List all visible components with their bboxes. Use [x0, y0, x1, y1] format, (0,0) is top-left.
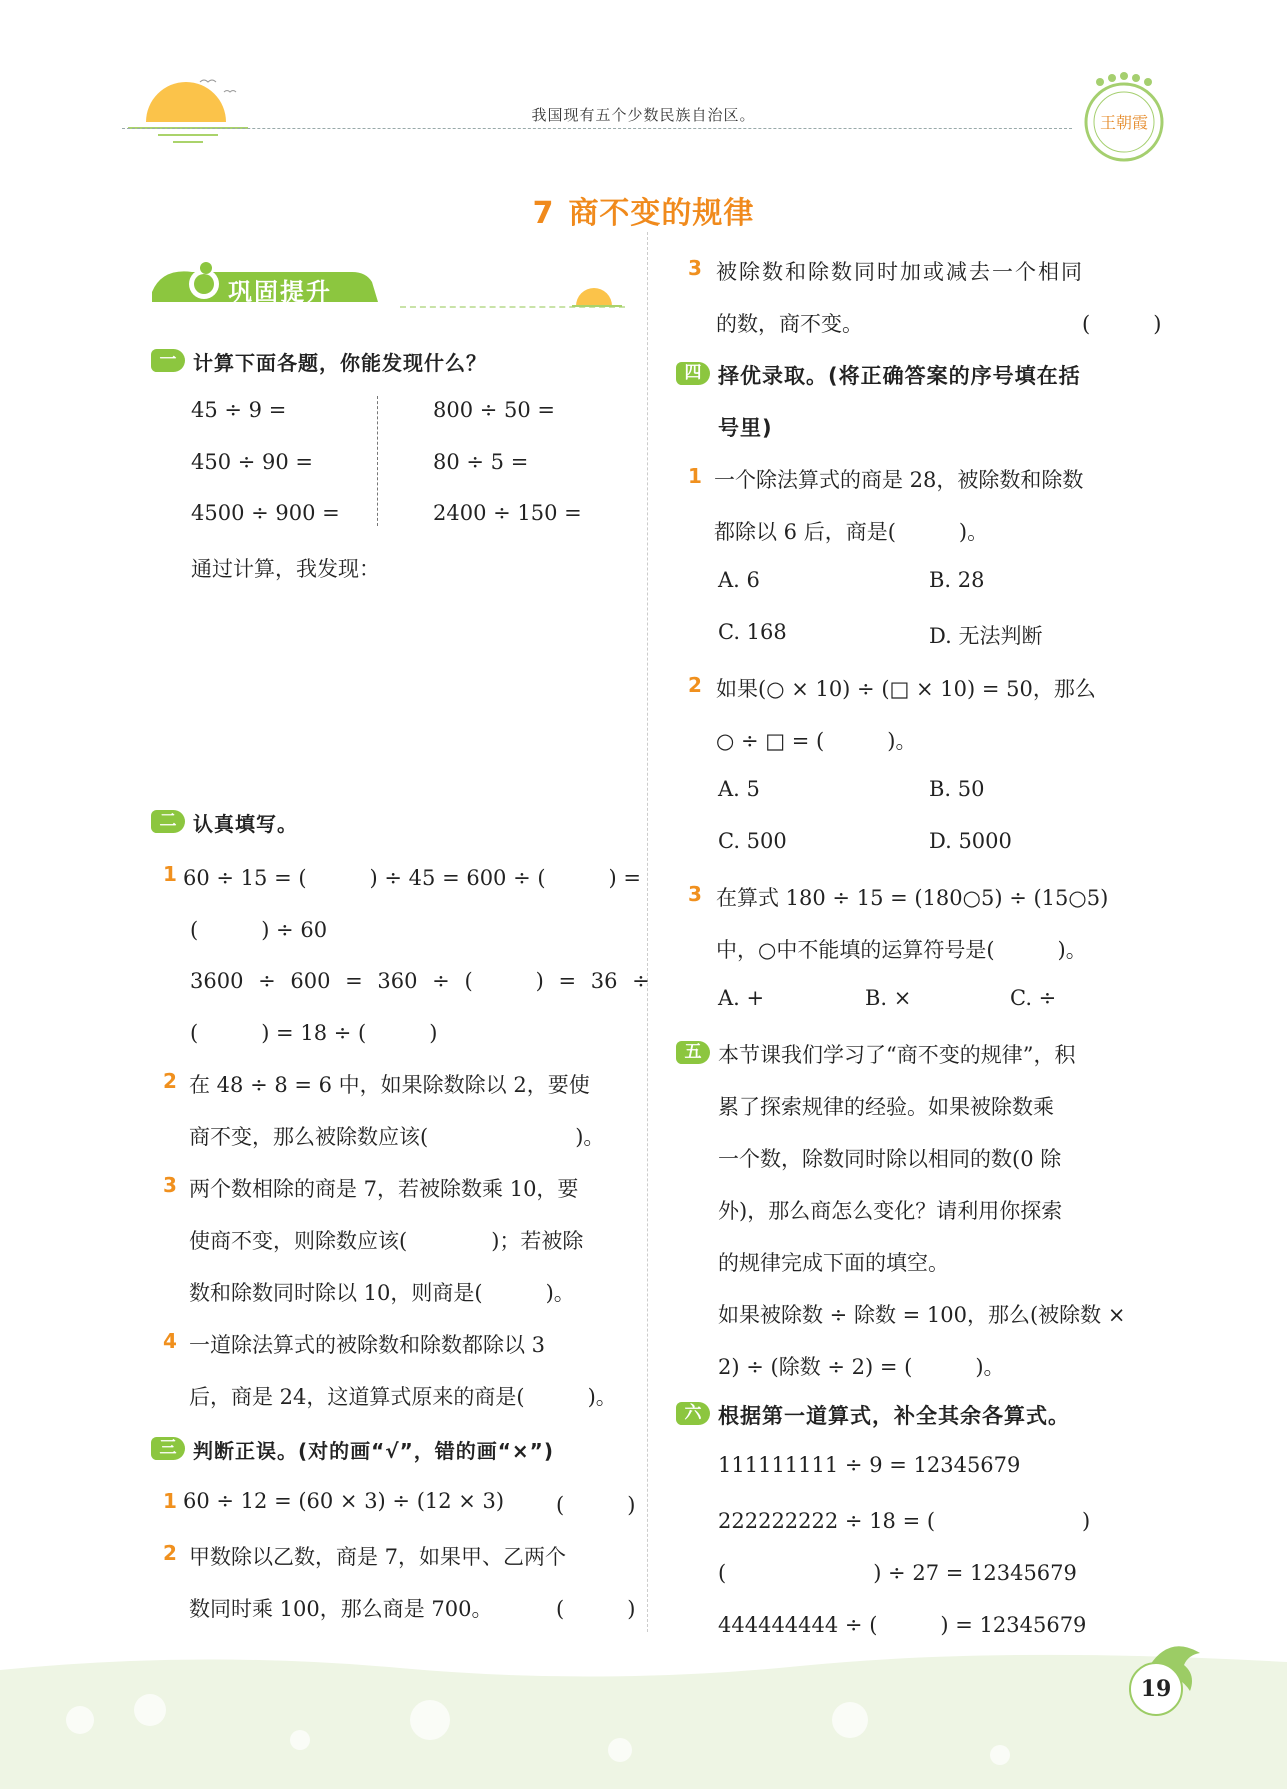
q3-1-text: 60 ÷ 12 = (60 × 3) ÷ (12 × 3) — [183, 1489, 505, 1513]
q3-2-line-2: 数同时乘 100，那么商是 700。 — [189, 1597, 493, 1621]
q2-1-number: 1 — [163, 862, 177, 886]
column-divider — [647, 232, 648, 1632]
q2-2-number: 2 — [163, 1069, 177, 1093]
section-3-badge: 三 — [151, 1437, 185, 1460]
sec5-line-1: 本节课我们学习了“商不变的规律”，积 — [718, 1043, 1076, 1067]
q4-1-line-1: 一个除法算式的商是 28，被除数和除数 — [714, 468, 1084, 492]
q4-2-option-c: C. 500 — [718, 829, 787, 853]
section-2-title: 认真填写。 — [193, 812, 298, 836]
section-1-badge: 一 — [151, 349, 185, 372]
sec6-line-4: 444444444 ÷ ( ) = 12345679 — [718, 1613, 1087, 1637]
svg-text:王朝霞: 王朝霞 — [1099, 113, 1149, 132]
q3-3-number: 3 — [688, 256, 702, 280]
q2-1-line-1: 60 ÷ 15 = ( ) ÷ 45 = 600 ÷ ( ) = — [183, 866, 642, 890]
q4-1-option-a: A. 6 — [718, 568, 760, 592]
q4-3-option-c: C. ÷ — [1010, 986, 1057, 1010]
publisher-logo — [1078, 72, 1170, 164]
sec5-line-7: 2) ÷ (除数 ÷ 2) = ( )。 — [718, 1355, 1005, 1379]
section-2-badge: 二 — [151, 810, 185, 833]
calc-left-3: 4500 ÷ 900 = — [191, 501, 340, 525]
q3-3-line-2: 的数，商不变。 — [716, 312, 863, 336]
section-6-title: 根据第一道算式，补全其余各算式。 — [718, 1404, 1070, 1428]
q3-2-answer-blank: ( ) — [556, 1597, 636, 1621]
q4-3-line-2: 中，○中不能填的运算符号是( )。 — [716, 938, 1087, 962]
calc-divider — [377, 396, 378, 526]
q3-2-line-1: 甲数除以乙数，商是 7，如果甲、乙两个 — [189, 1545, 567, 1569]
sec5-line-3: 一个数，除数同时除以相同的数(0 除 — [718, 1147, 1062, 1171]
page-title: 7 商不变的规律 — [532, 196, 755, 231]
q4-2-option-d: D. 5000 — [929, 829, 1012, 853]
finding-prompt: 通过计算，我发现： — [191, 557, 380, 581]
q3-1-answer-blank: ( ) — [556, 1493, 636, 1517]
header-fact: 我国现有五个少数民族自治区。 — [531, 106, 756, 124]
q3-3-line-1: 被除数和除数同时加或减去一个相同 — [716, 260, 1084, 284]
q4-2-option-b: B. 50 — [929, 777, 985, 801]
q2-2-line-2: 商不变，那么被除数应该( )。 — [189, 1125, 605, 1149]
q4-3-option-b: B. × — [865, 986, 912, 1010]
q4-2-line-2: ○ ÷ □ = ( )。 — [716, 729, 917, 753]
section-5-badge: 五 — [676, 1041, 710, 1064]
q2-4-line-1: 一道除法算式的被除数和除数都除以 3 — [189, 1333, 546, 1357]
q4-1-line-2: 都除以 6 后，商是( )。 — [714, 520, 989, 544]
q4-1-option-d: D. 无法判断 — [929, 624, 1043, 648]
sec6-line-3: ( ) ÷ 27 = 12345679 — [718, 1561, 1077, 1585]
banner-label: 巩固提升 — [228, 278, 332, 306]
q3-2-number: 2 — [163, 1541, 177, 1565]
q2-3-number: 3 — [163, 1173, 177, 1197]
q2-1-line-3: 3600 ÷ 600 = 360 ÷ ( ) = 36 ÷ — [190, 969, 650, 993]
q4-1-option-c: C. 168 — [718, 620, 787, 644]
q2-4-line-2: 后，商是 24，这道算式原来的商是( )。 — [189, 1385, 617, 1409]
sec6-line-2: 222222222 ÷ 18 = ( ) — [718, 1509, 1091, 1533]
q2-4-number: 4 — [163, 1329, 177, 1353]
sun-decoration-banner — [572, 278, 622, 308]
q2-3-line-1: 两个数相除的商是 7，若被除数乘 10，要 — [189, 1177, 579, 1201]
calc-right-2: 80 ÷ 5 = — [433, 450, 529, 474]
sec5-line-2: 累了探索规律的经验。如果被除数乘 — [718, 1095, 1054, 1119]
q4-3-number: 3 — [688, 882, 702, 906]
q2-2-line-1: 在 48 ÷ 8 = 6 中，如果除数除以 2，要使 — [189, 1073, 590, 1097]
sec5-line-6: 如果被除数 ÷ 除数 = 100，那么(被除数 × — [718, 1303, 1126, 1327]
q4-1-option-b: B. 28 — [929, 568, 985, 592]
q4-2-number: 2 — [688, 673, 702, 697]
sec5-line-4: 外)，那么商怎么变化？请利用你探索 — [718, 1199, 1063, 1223]
q2-1-line-4: ( ) = 18 ÷ ( ) — [190, 1021, 438, 1045]
q4-1-number: 1 — [688, 464, 702, 488]
sec6-line-1: 111111111 ÷ 9 = 12345679 — [718, 1453, 1021, 1477]
q2-3-line-2: 使商不变，则除数应该( )；若被除 — [189, 1229, 584, 1253]
q4-2-line-1: 如果(○ × 10) ÷ (□ × 10) = 50，那么 — [716, 677, 1096, 701]
q2-1-line-2: ( ) ÷ 60 — [190, 918, 328, 942]
q4-3-line-1: 在算式 180 ÷ 15 = (180○5) ÷ (15○5) — [716, 886, 1109, 910]
section-4-title-line-2: 号里) — [718, 416, 773, 440]
footer-wave-background — [0, 1650, 1287, 1789]
section-4-title-line-1: 择优录取。(将正确答案的序号填在括 — [718, 364, 1081, 388]
calc-right-3: 2400 ÷ 150 = — [433, 501, 582, 525]
header-divider — [122, 128, 1072, 129]
section-3-title: 判断正误。(对的画“√”，错的画“×”) — [193, 1439, 554, 1463]
calc-left-1: 45 ÷ 9 = — [191, 398, 287, 422]
calc-right-1: 800 ÷ 50 = — [433, 398, 556, 422]
section-1-title: 计算下面各题，你能发现什么？ — [193, 351, 487, 375]
section-6-badge: 六 — [676, 1402, 710, 1425]
q3-3-answer-blank: ( ) — [1082, 312, 1162, 336]
q4-2-option-a: A. 5 — [718, 777, 760, 801]
sec5-line-5: 的规律完成下面的填空。 — [718, 1251, 949, 1275]
calc-left-2: 450 ÷ 90 = — [191, 450, 314, 474]
page-number: 19 — [1129, 1662, 1183, 1716]
q3-1-number: 1 — [163, 1489, 177, 1513]
q2-3-line-3: 数和除数同时除以 10，则商是( )。 — [189, 1281, 575, 1305]
q4-3-option-a: A. + — [718, 986, 765, 1010]
section-4-badge: 四 — [676, 362, 710, 385]
